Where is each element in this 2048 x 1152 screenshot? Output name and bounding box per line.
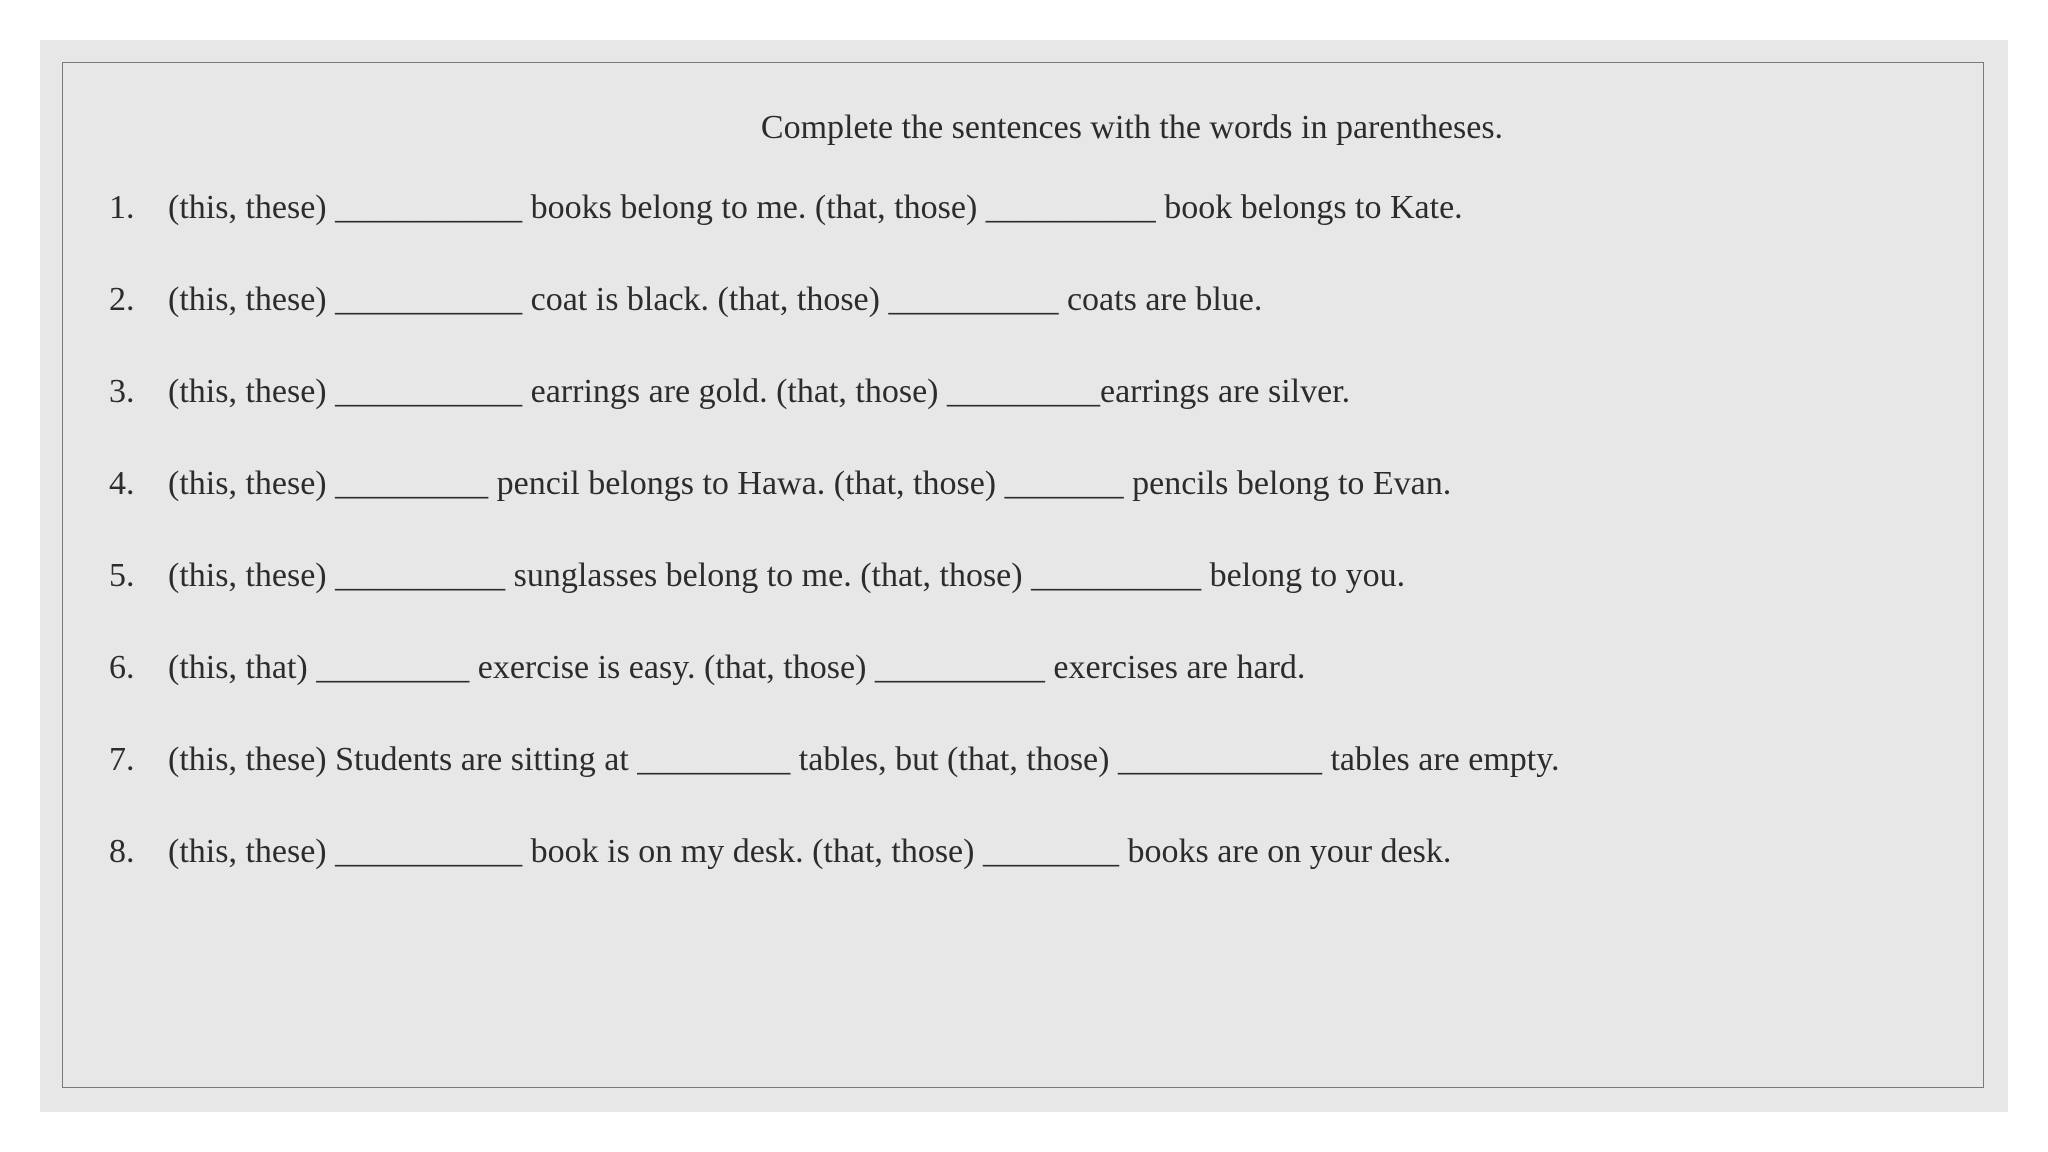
item-text: (this, these) _________ pencil belongs to Hawa. (that, those) _______ pencils belong to Evan. (168, 465, 1452, 502)
item-number: 3. (109, 373, 135, 410)
item-number: 6. (109, 649, 135, 686)
item-text: (this, that) _________ exercise is easy. (that, those) __________ exercises are hard. (168, 649, 1306, 686)
item-number: 5. (109, 557, 135, 594)
item-text: (this, these) ___________ coat is black. (that, those) __________ coats are blue. (168, 281, 1263, 318)
instructions-title: Complete the sentences with the words in parentheses. (760, 109, 1504, 146)
item-text: (this, these) __________ sunglasses belong to me. (that, those) __________ belong to you. (168, 557, 1406, 594)
item-text: (this, these) ___________ books belong to me. (that, those) __________ book belongs to Kate. (168, 189, 1463, 226)
item-number: 7. (109, 741, 135, 778)
item-number: 1. (109, 189, 135, 226)
item-number: 8. (109, 833, 135, 870)
item-text: (this, these) Students are sitting at _________ tables, but (that, those) ____________ tables are empty. (168, 741, 1560, 778)
item-number: 4. (109, 465, 135, 502)
worksheet-slide (40, 40, 2008, 1112)
worksheet-frame (62, 62, 1984, 1088)
item-number: 2. (109, 281, 135, 318)
item-text: (this, these) ___________ earrings are gold. (that, those) _________earrings are silver. (168, 373, 1351, 410)
item-text: (this, these) ___________ book is on my desk. (that, those) ________ books are on your desk. (168, 833, 1452, 870)
